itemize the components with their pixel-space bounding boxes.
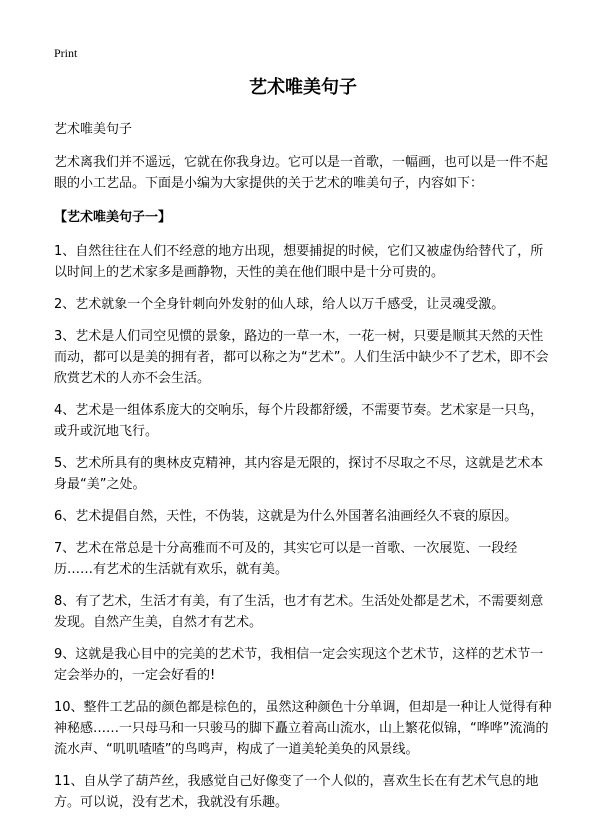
- print-link[interactable]: Print: [54, 46, 78, 60]
- list-item: 8、有了艺术，生活才有美，有了生活，也才有艺术。生活处处都是艺术，不需要刻意发现。自然产生美，自然才有艺术。: [54, 594, 544, 630]
- list-item: 1、自然往往在人们不经意的地方出现，想要捕捉的时候，它们又被虚伪给替代了，所以时间上的艺术家多是画静物，天性的美在他们眼中是十分可贵的。: [54, 244, 544, 280]
- list-item: 4、艺术是一组体系庞大的交响乐，每个片段都舒缓，不需要节奏。艺术家是一只鸟，或升或沉地飞行。: [54, 403, 544, 439]
- section-heading: 【艺术唯美句子一】: [54, 210, 172, 225]
- list-item: 9、这就是我心目中的完美的艺术节，我相信一定会实现这个艺术节，这样的艺术节一定会举办的，一定会好看的!: [54, 647, 544, 683]
- list-item: 7、艺术在常总是十分高雅而不可及的，其实它可以是一首歌、一次展览、一段经历……有艺术的生活就有欢乐，就有美。: [54, 541, 518, 577]
- list-item: 11、自从学了葫芦丝，我感觉自己好像变了一个人似的，喜欢生长在有艺术气息的地方。可以说，没有艺术，我就没有乐趣。: [54, 774, 539, 810]
- page-title: 艺术唯美句子: [249, 77, 357, 98]
- list-item: 3、艺术是人们司空见惯的景象，路边的一草一木，一花一树，只要是顺其天然的天性而动，都可以是美的拥有者，都可以称之为“艺术”。人们生活中缺少不了艺术，即不会欣赏艺术的人亦不会生活。: [54, 329, 549, 386]
- list-item: 5、艺术所具有的奥林皮克精神，其内容是无限的，探讨不尽取之不尽，这就是艺术本身最“美”之处。: [54, 456, 544, 492]
- article-subtitle: 艺术唯美句子: [54, 122, 133, 137]
- article: [54, 76, 552, 824]
- intro-paragraph: 艺术离我们并不遥远，它就在你我身边。它可以是一首歌，一幅画，也可以是一件不起眼的小工艺品。下面是小编为大家提供的关于艺术的唯美句子，内容如下：: [54, 155, 549, 191]
- list-item: 10、整件工艺品的颜色都是棕色的，虽然这种颜色十分单调，但却是一种让人觉得有种神秘感……一只母马和一只骏马的脚下矗立着高山流水，山上繁花似锦，“哗哗”流淌的流水声、“叽叽喳喳”的鸟鸣声，构成了一道美轮美奂的风景线。: [54, 700, 552, 757]
- list-item: 6、艺术提倡自然，天性，不伪装，这就是为什么外国著名油画经久不衰的原因。: [54, 509, 518, 524]
- list-item: 2、艺术就象一个全身针刺向外发射的仙人球，给人以万千感受，让灵魂受激。: [54, 297, 505, 312]
